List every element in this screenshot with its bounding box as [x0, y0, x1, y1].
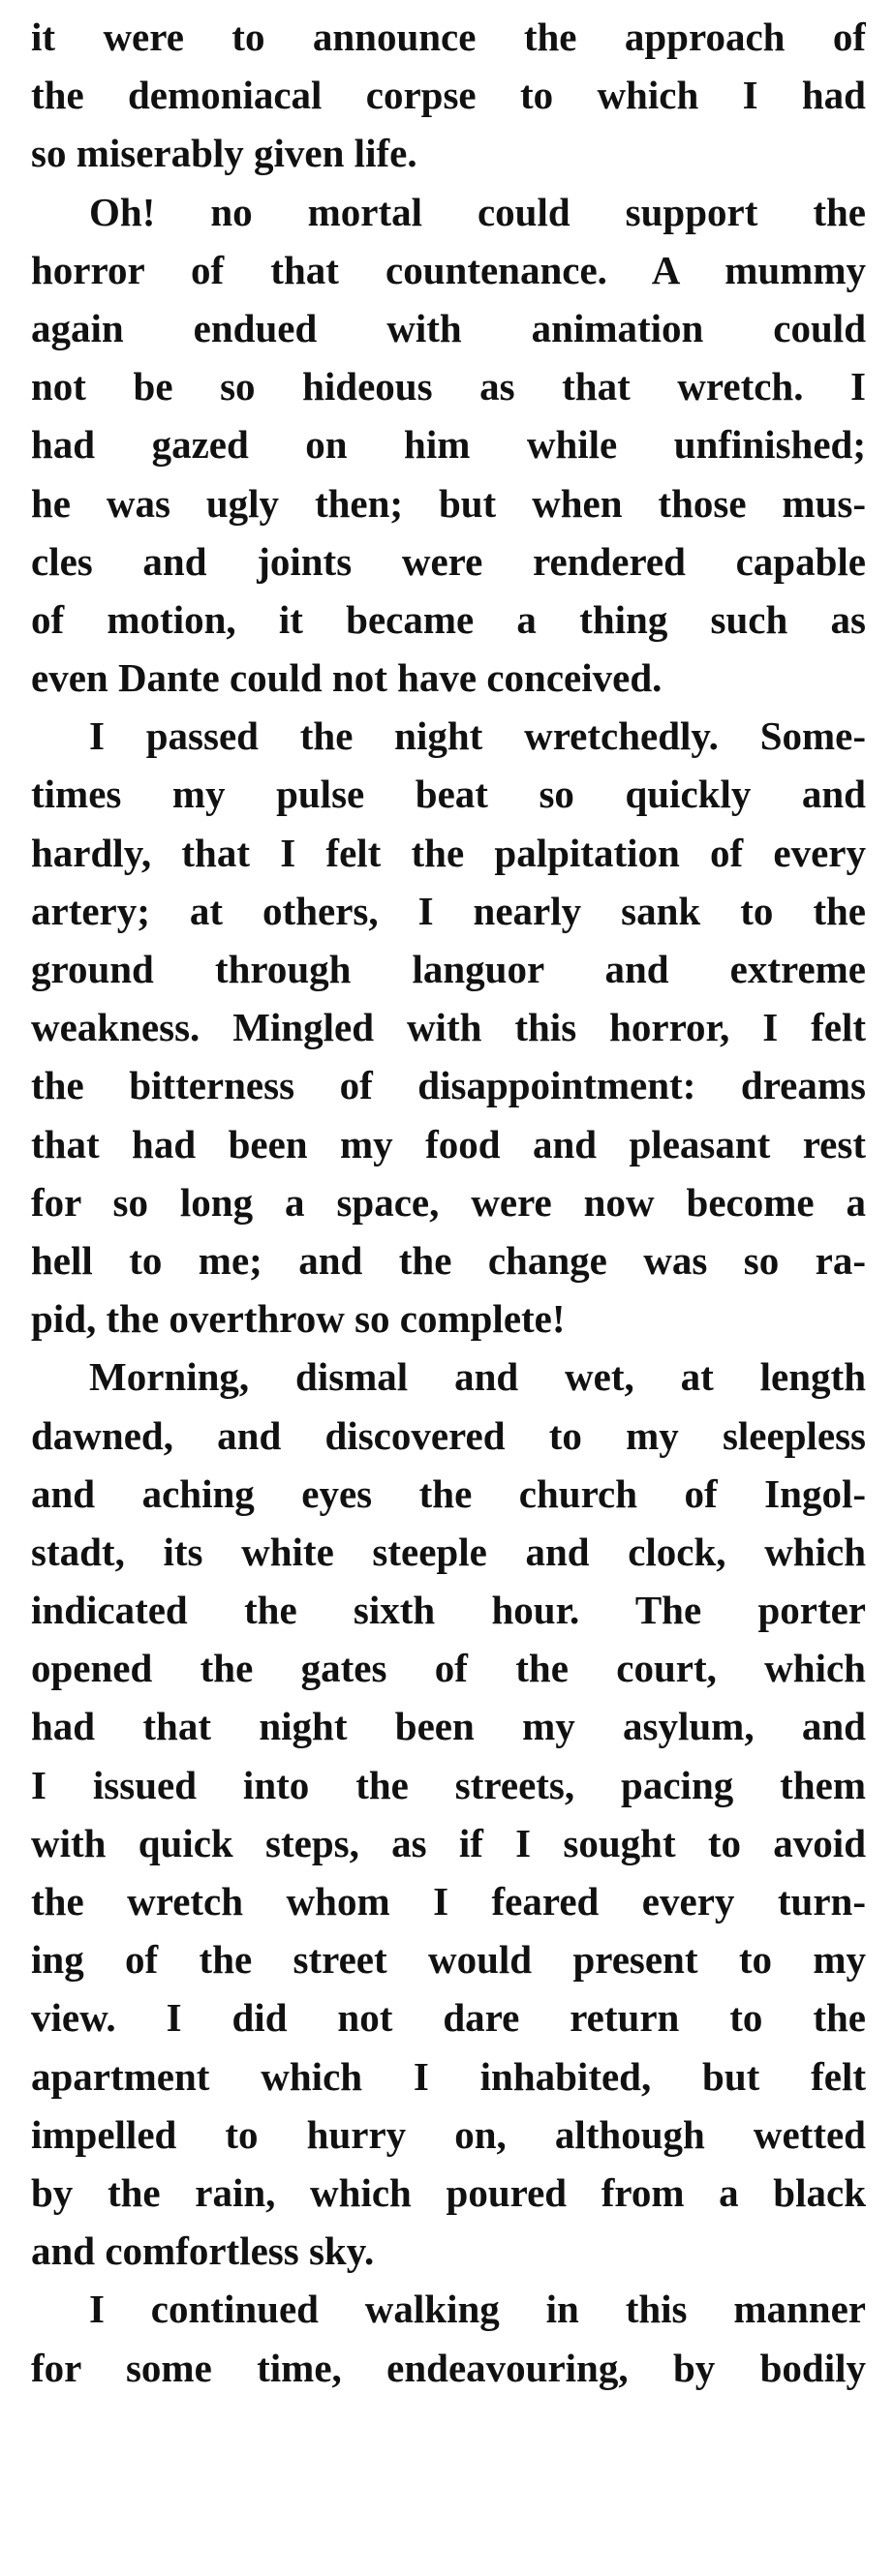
text-line: ground through languor and extreme	[31, 947, 866, 991]
text-line: for some time, endeavouring, by bodily	[31, 2345, 866, 2390]
text-line: had gazed on him while unfinished;	[31, 422, 866, 468]
text-line: I issued into the streets, pacing them	[31, 1762, 866, 1807]
text-line: it were to announce the approach of	[31, 15, 866, 59]
paragraph	[31, 183, 866, 708]
paragraph	[31, 1348, 866, 2280]
text-line: that had been my food and pleasant rest	[31, 1121, 866, 1167]
text-line: Morning, dismal and wet, at length	[89, 1354, 866, 1400]
text-line: view. I did not dare return to the	[31, 1995, 866, 2041]
text-line: weakness. Mingled with this horror, I felt	[31, 1005, 866, 1050]
text-line: he was ugly then; but when those mus-	[31, 480, 866, 526]
text-line: impelled to hurry on, although wetted	[31, 2111, 866, 2157]
text-line: so miserably given life.	[31, 131, 417, 176]
text-line: opened the gates of the court, which	[31, 1646, 866, 1691]
text-line: artery; at others, I nearly sank to the	[31, 888, 866, 933]
text-line: the wretch whom I feared every turn-	[31, 1879, 866, 1924]
text-line: the demoniacal corpse to which I had	[31, 73, 866, 118]
text-line: of motion, it became a thing such as	[31, 596, 866, 642]
text-line: horror of that countenance. A mummy	[31, 247, 866, 292]
text-line: had that night been my asylum, and	[31, 1704, 866, 1749]
text-line: pid, the overthrow so complete!	[31, 1296, 566, 1342]
text-line: I continued walking in this manner	[89, 2287, 866, 2332]
text-line: the bitterness of disappointment: dreams	[31, 1063, 866, 1108]
text-line: even Dante could not have conceived.	[31, 655, 663, 701]
text-line: I passed the night wretchedly. Some-	[89, 713, 866, 759]
text-line: not be so hideous as that wretch. I	[31, 364, 866, 409]
text-line: hell to me; and the change was so ra-	[31, 1237, 866, 1283]
text-line: and aching eyes the church of Ingol-	[31, 1470, 866, 1516]
text-line: hardly, that I felt the palpitation of every	[31, 830, 866, 875]
text-line: and comfortless sky.	[31, 2228, 375, 2274]
paragraph	[31, 2280, 866, 2396]
text-line: apartment which I inhabited, but felt	[31, 2053, 866, 2099]
text-line: for so long a space, were now become a	[31, 1179, 866, 1225]
text-line: indicated the sixth hour. The porter	[31, 1588, 866, 1633]
text-line: ing of the street would present to my	[31, 1937, 866, 1983]
paragraph	[31, 8, 866, 183]
text-line: Oh! no mortal could support the	[89, 189, 866, 234]
text-line: with quick steps, as if I sought to avoid	[31, 1820, 866, 1865]
text-line: by the rain, which poured from a black	[31, 2169, 866, 2215]
text-line: again endued with animation could	[31, 305, 866, 350]
text-line: times my pulse beat so quickly and	[31, 772, 866, 817]
text-line: dawned, and discovered to my sleepless	[31, 1412, 866, 1458]
text-line: cles and joints were rendered capable	[31, 538, 866, 584]
paragraph	[31, 707, 866, 1348]
book-page	[31, 0, 866, 2397]
text-line: stadt, its white steeple and clock, which	[31, 1529, 866, 1574]
